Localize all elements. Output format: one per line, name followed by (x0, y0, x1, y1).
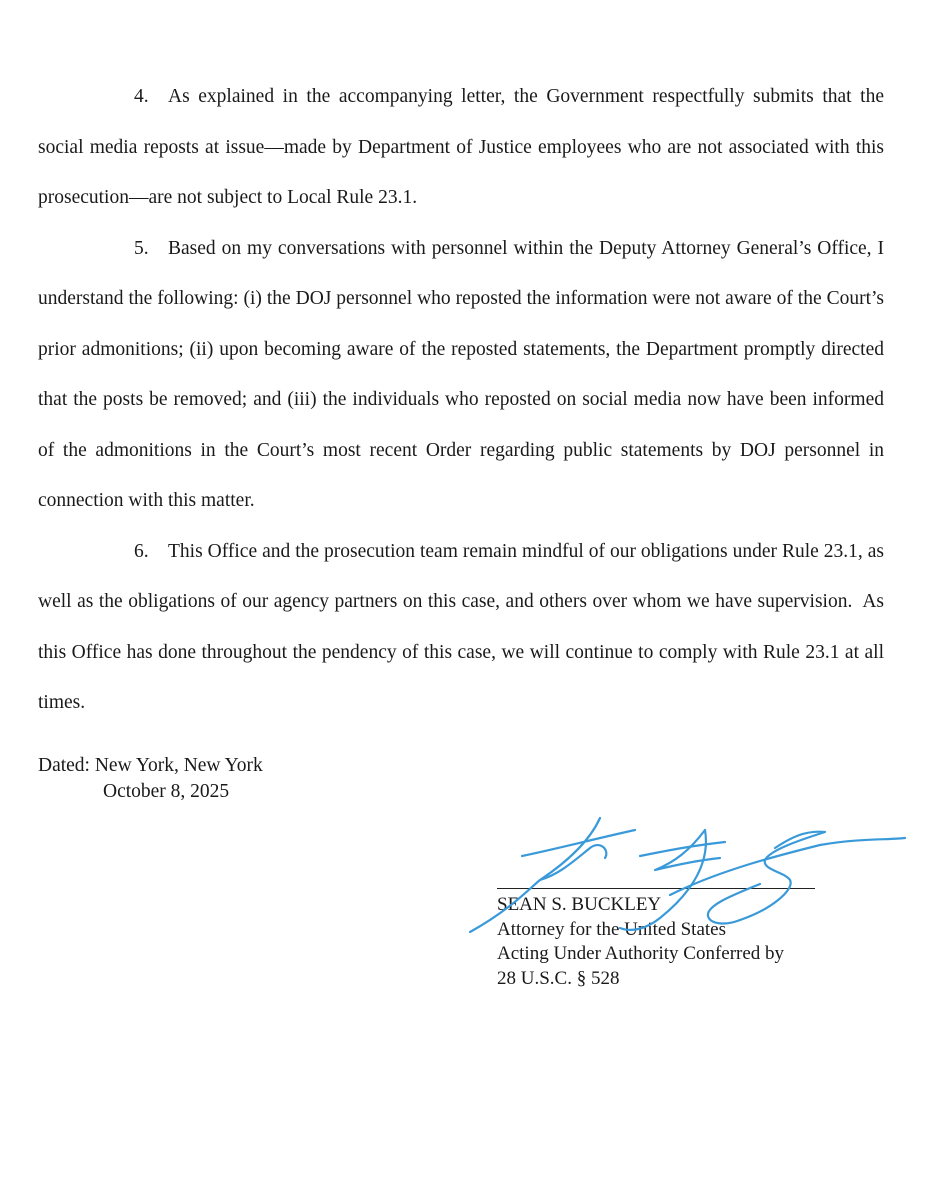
signatory-statute: 28 U.S.C. § 528 (497, 967, 620, 989)
paragraph-5 (38, 224, 884, 527)
signatory-title: Attorney for the United States (497, 918, 727, 940)
declaration-body (38, 72, 884, 729)
signature-stroke (640, 842, 725, 856)
paragraph-4 (38, 72, 884, 224)
signature-block (497, 893, 784, 991)
dated-place: Dated: New York, New York (38, 755, 263, 776)
paragraph-text: This Office and the prosecution team remain mindful of our obligations under Rule 23.1, as well as the obligations of our agency partners on this case, and others over whom we have supervision. As this Office has done throughout the pendency of this case, we will continue to comply with Rule 23.1 at all times. (38, 540, 884, 713)
signature-stroke (655, 830, 720, 870)
paragraph-number: 4. (134, 86, 149, 107)
signature-stroke (540, 845, 606, 880)
paragraph-number: 5. (134, 237, 149, 259)
paragraph-6 (38, 527, 884, 729)
signature-stroke (670, 838, 905, 895)
signatory-name: SEAN S. BUCKLEY (497, 894, 662, 915)
paragraph-text: As explained in the accompanying letter, the Government respectfully submits that the social media reposts at issue—made by Department of Justice employees who are not associated with this prosecution—are not subject to Local Rule 23.1. (38, 86, 884, 208)
paragraph-number: 6. (134, 540, 149, 562)
signature-stroke (522, 830, 635, 856)
signatory-authority: Acting Under Authority Conferred by (497, 943, 785, 964)
signature-line (497, 888, 815, 889)
dated-date: October 8, 2025 (103, 781, 230, 802)
paragraph-text: Based on my conversations with personnel within the Deputy Attorney General’s Office, I understand the following: (i) the DOJ personnel who reposted the information were not aware of the Court’s prior admonitions; (ii) upon becoming aware of the reposted statements, the Department promptly directed that the posts be removed; and (iii) the individuals who reposted on social media now have been informed of the admonitions in the Court’s most recent Order regarding public statements by DOJ personnel in connection with this matter. (38, 237, 884, 511)
dated-block (38, 753, 263, 805)
